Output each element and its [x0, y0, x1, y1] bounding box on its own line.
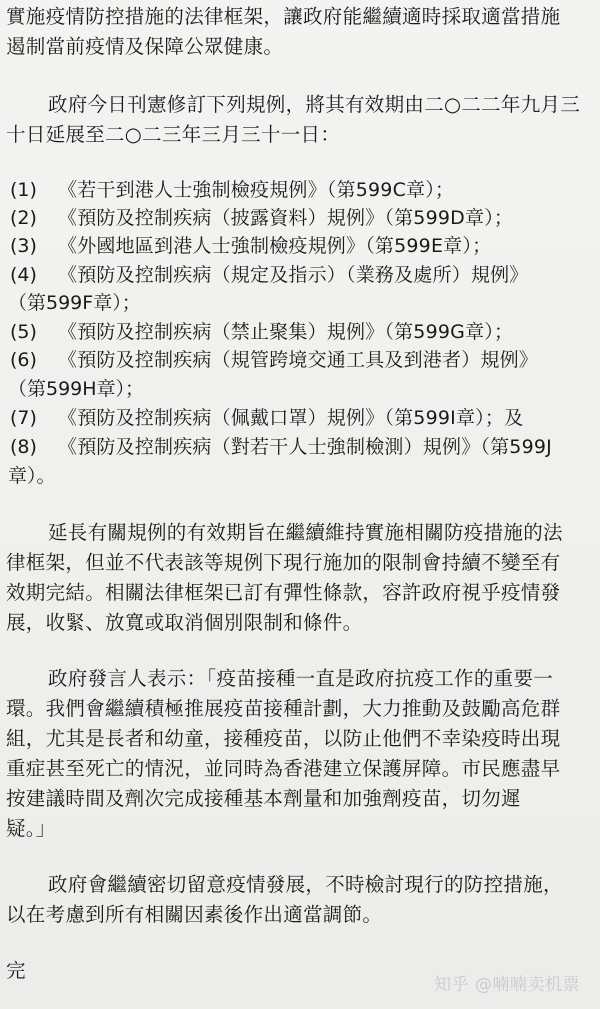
list-item: 《預防及控制疾病（規定及指示）（業務及處所）規例》 — [58, 264, 529, 286]
list-item: 《預防及控制疾病（規管跨境交通工具及到港者）規例》 — [58, 349, 539, 371]
list-item: 《預防及控制疾病（禁止聚集）規例》（第599G章）； — [58, 321, 514, 343]
watermark-site: 知乎 — [434, 975, 470, 995]
watermark — [434, 970, 582, 995]
text-line: 遏制當前疫情及保障公眾健康。 — [6, 35, 284, 58]
list-item-number: (5) — [10, 321, 37, 343]
paragraph-line: 環。我們會繼續積極推展疫苗接種計劃，大力推動及鼓勵高危群 — [6, 697, 561, 720]
paragraph-line: 疑。」 — [6, 817, 56, 840]
paragraph-line: 以在考慮到所有相關因素後作出適當調節。 — [6, 903, 383, 926]
list-item-continuation: 章）。 — [8, 465, 56, 487]
list-item: 《預防及控制疾病（佩戴口罩）規例》（第599I章）；及 — [58, 407, 524, 429]
list-item-number: (1) — [10, 179, 37, 201]
paragraph-line: 政府發言人表示：「疫苗接種一直是政府抗疫工作的重要一 — [48, 667, 554, 690]
end-mark: 完 — [6, 959, 26, 982]
list-item-continuation: （第599H章）； — [8, 378, 145, 400]
paragraph-line: 政府會繼續密切留意疫情發展，不時檢討現行的防控措施， — [48, 873, 563, 896]
list-item-number: (3) — [10, 235, 37, 257]
list-item-continuation: （第599F章）； — [8, 292, 141, 314]
paragraph-line: 按建議時間及劑次完成接種基本劑量和加強劑疫苗，切勿遲 — [6, 787, 521, 810]
paragraph-line: 展，收緊、放寬或取消個別限制和條件。 — [6, 611, 363, 634]
list-item-number: (2) — [10, 207, 37, 229]
list-item-number: (4) — [10, 264, 37, 286]
list-item: 《外國地區到港人士強制檢疫規例》（第599E章）； — [58, 235, 492, 257]
list-item-number: (6) — [10, 349, 37, 371]
paragraph-line: 延長有關規例的有效期旨在繼續維持實施相關防疫措施的法 — [48, 521, 563, 544]
paragraph-line: 十日延展至二○二三年三月三十一日： — [6, 123, 341, 146]
watermark-user: @喃喃卖机票 — [475, 975, 580, 995]
list-item: 《若干到港人士強制檢疫規例》（第599C章）； — [58, 179, 455, 201]
paragraph-line: 律框架，但並不代表該等規例下現行施加的限制會持續不變至有 — [6, 551, 561, 574]
list-item: 《預防及控制疾病（披露資料）規例》（第599D章）； — [58, 207, 514, 229]
list-item-number: (7) — [10, 407, 37, 429]
paragraph-line: 組，尤其是長者和幼童，接種疫苗，以防止他們不幸染疫時出現 — [6, 727, 561, 750]
list-item-number: (8) — [10, 436, 37, 458]
text-line: 實施疫情防控措施的法律框架，讓政府能繼續適時採取適當措施 — [6, 5, 561, 28]
paragraph-line: 重症甚至死亡的情況，並同時為香港建立保護屏障。市民應盡早 — [6, 757, 561, 780]
paragraph-line: 政府今日刊憲修訂下列規例，將其有效期由二○二二年九月三 — [48, 93, 581, 116]
list-item: 《預防及控制疾病（對若干人士強制檢測）規例》（第599J — [58, 436, 552, 458]
paragraph-line: 效期完結。相關法律框架已訂有彈性條款，容許政府視乎疫情發 — [6, 581, 561, 604]
